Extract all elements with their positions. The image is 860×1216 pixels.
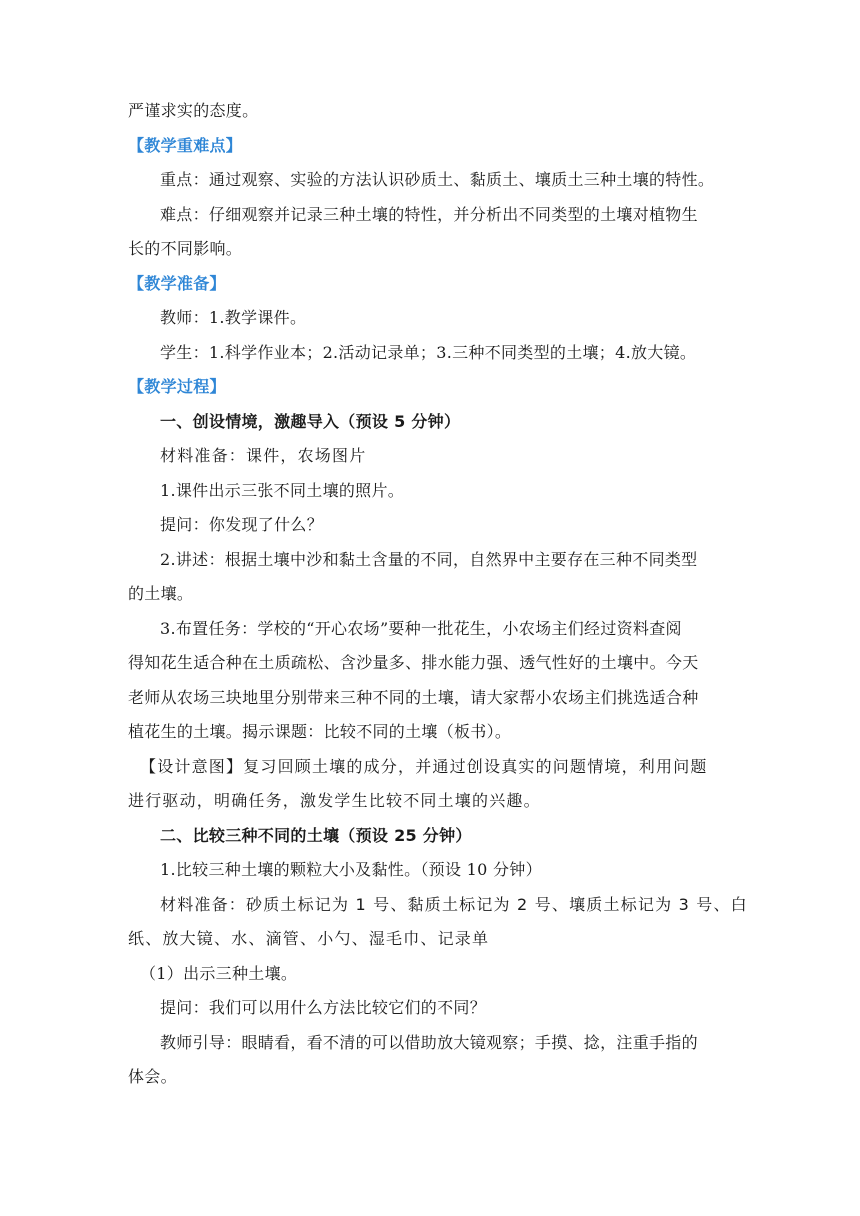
text-line: 1.课件出示三张不同土壤的照片。: [160, 480, 405, 500]
text-line: 教师：1.教学课件。: [160, 308, 307, 327]
text-line: 得知花生适合种在土质疏松、含沙量多、排水能力强、透气性好的土壤中。今天: [128, 653, 699, 672]
text-line: 2.讲述：根据土壤中沙和黏土含量的不同，自然界中主要存在三种不同类型: [160, 549, 698, 569]
text-line: 学生：1.科学作业本；2.活动记录单；3.三种不同类型的土壤；4.放大镜。: [160, 342, 697, 362]
text-line: 3.布置任务：学校的“开心农场”要种一批花生，小农场主们经过资料查阅: [160, 618, 682, 638]
text-line: 材料准备：砂质土标记为 1 号、黏质土标记为 2 号、壤质土标记为 3 号、白: [160, 894, 748, 914]
text-line: 严谨求实的态度。: [128, 101, 259, 120]
text-line: 进行驱动，明确任务，激发学生比较不同土壤的兴趣。: [128, 791, 541, 810]
text-line: 二、比较三种不同的土壤（预设 25 分钟）: [160, 825, 472, 845]
text-line: 教师引导：眼睛看，看不清的可以借助放大镜观察；手摸、捻，注重手指的: [160, 1032, 698, 1052]
text-line: 1.比较三种土壤的颗粒大小及黏性。（预设 10 分钟）: [160, 860, 542, 879]
text-line: 难点：仔细观察并记录三种土壤的特性，并分析出不同类型的土壤对植物生: [160, 204, 698, 224]
text-line: 【设计意图】复习回顾土壤的成分，并通过创设真实的问题情境，利用问题: [140, 756, 708, 776]
text-line: 一、创设情境，激趣导入（预设 5 分钟）: [160, 411, 461, 431]
text-line: 的土壤。: [128, 584, 194, 603]
text-line: （1）出示三种土壤。: [140, 963, 298, 983]
text-line: 植花生的土壤。揭示课题：比较不同的土壤（板书）。: [128, 722, 512, 741]
text-line: 体会。: [128, 1067, 177, 1086]
text-line: 纸、放大镜、水、滴管、小勺、湿毛巾、记录单: [128, 929, 490, 948]
text-line: 老师从农场三块地里分别带来三种不同的土壤，请大家帮小农场主们挑选适合种: [128, 687, 699, 707]
section-heading: 【教学重难点】: [128, 135, 243, 155]
section-heading: 【教学准备】: [128, 273, 226, 293]
text-line: 长的不同影响。: [128, 239, 243, 258]
document-body: [128, 101, 748, 1102]
text-line: 重点：通过观察、实验的方法认识砂质土、黏质土、壤质土三种土壤的特性。: [160, 170, 715, 189]
section-heading: 【教学过程】: [128, 377, 226, 396]
text-line: 材料准备：课件，农场图片: [160, 446, 367, 465]
text-line: 提问：你发现了什么？: [160, 515, 324, 534]
text-line: 提问：我们可以用什么方法比较它们的不同？: [160, 998, 487, 1017]
